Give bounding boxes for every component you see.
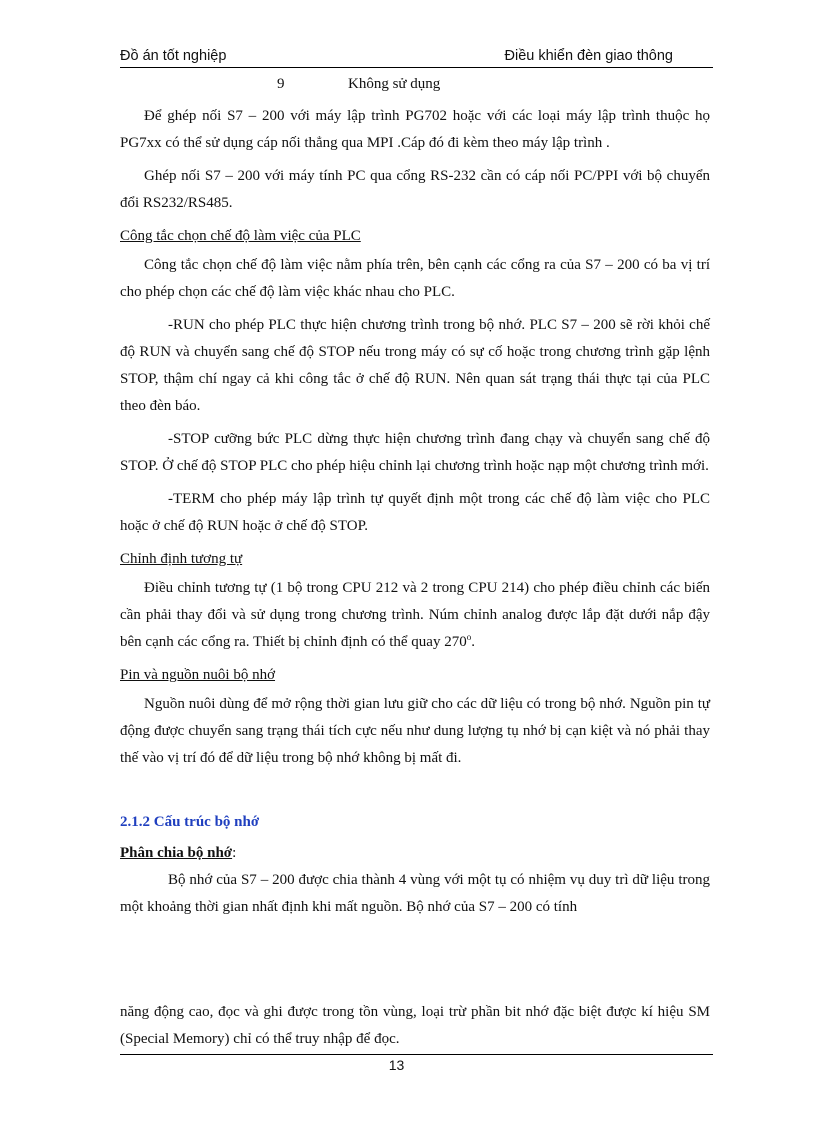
page-body	[120, 103, 710, 1053]
heading-analog-adjust: Chỉnh định tương tự	[120, 551, 243, 567]
header-doc-title: Đồ án tốt nghiệp	[120, 48, 227, 64]
header-topic: Điều khiển đèn giao thông	[504, 48, 673, 64]
paragraph-memory-access: năng động cao, đọc và ghi được trong tồn vùng, loại trừ phần bit nhớ đặc biệt được kí hiệu SM (Special Memory) chỉ có thể truy nhập để đọc.	[120, 1004, 710, 1047]
paragraph-pc-connection: Ghép nối S7 – 200 với máy tính PC qua cổng RS-232 cần có cáp nối PC/PPI với bộ chuyển đổi RS232/RS485.	[120, 168, 710, 211]
degree-sup: o	[466, 632, 472, 642]
section-title: 2.1.2 Cấu trúc bộ nhớ	[120, 814, 260, 830]
table-row-number: 9	[277, 76, 285, 92]
footer-divider	[120, 1054, 713, 1055]
paragraph-mode-switch: Công tắc chọn chế độ làm việc nằm phía trên, bên cạnh các cổng ra của S7 – 200 có ba vị trí cho phép chọn các chế độ làm việc khác nhau cho PLC.	[120, 257, 710, 300]
heading-battery: Pin và nguồn nuôi bộ nhớ	[120, 667, 276, 683]
heading-memory-division-colon: :	[232, 845, 237, 861]
paragraph-analog-adjust	[120, 575, 710, 656]
paragraph-run-mode: -RUN cho phép PLC thực hiện chương trình trong bộ nhớ. PLC S7 – 200 sẽ rời khỏi chế độ RUN và chuyển sang chế độ STOP nếu trong máy có sự cố hoặc trong chương trình gặp lệnh STOP, thậm chí ngay cả khi công tắc ở chế độ RUN. Nên quan sát trạng thái thực tại của PLC theo đèn báo.	[120, 317, 710, 414]
paragraph-battery: Nguồn nuôi dùng để mở rộng thời gian lưu giữ cho các dữ liệu có trong bộ nhớ. Nguồn pin tự động được chuyển sang trạng thái tích cực nếu như dung lượng tụ nhớ bị cạn kiệt và nó phải thay thế vào vị trí đó để dữ liệu trong bộ nhớ không bị mất đi.	[120, 696, 710, 766]
heading-memory-division	[120, 840, 710, 867]
paragraph-term-mode: -TERM cho phép máy lập trình tự quyết định một trong các chế độ làm việc cho PLC hoặc ở chế độ RUN hoặc ở chế độ STOP.	[120, 491, 710, 534]
heading-mode-switch: Công tắc chọn chế độ làm việc của PLC	[120, 228, 361, 244]
table-row-text: Không sử dụng	[348, 76, 441, 92]
page-number: 13	[388, 1057, 405, 1073]
paragraph-mpi-connection: Để ghép nối S7 – 200 với máy lập trình PG702 hoặc với các loại máy lập trình thuộc họ PG7xx có thể sử dụng cáp nối thẳng qua MPI .Cáp đó đi kèm theo máy lập trình .	[120, 108, 710, 151]
paragraph-analog-end: .	[471, 634, 475, 650]
heading-memory-division-text: Phân chia bộ nhớ	[120, 845, 233, 861]
paragraph-stop-mode: -STOP cưỡng bức PLC dừng thực hiện chương trình đang chạy và chuyển sang chế độ STOP. Ở chế độ STOP PLC cho phép hiệu chỉnh lại chương trình hoặc nạp một chương trình mới.	[120, 431, 710, 474]
paragraph-memory-division: Bộ nhớ của S7 – 200 được chia thành 4 vùng với một tụ có nhiệm vụ duy trì dữ liệu trong một khoảng thời gian nhất định khi mất nguồn. Bộ nhớ của S7 – 200 có tính	[120, 872, 710, 915]
page-header	[120, 47, 713, 68]
paragraph-analog-text: Điều chỉnh tương tự (1 bộ trong CPU 212 và 2 trong CPU 214) cho phép điều chỉnh các biến cần phải thay đổi và sử dụng trong chương trình. Núm chỉnh analog được lắp đặt dưới nắp đậy bên cạnh các cổng ra. Thiết bị chỉnh định có thể quay 270	[120, 580, 710, 650]
